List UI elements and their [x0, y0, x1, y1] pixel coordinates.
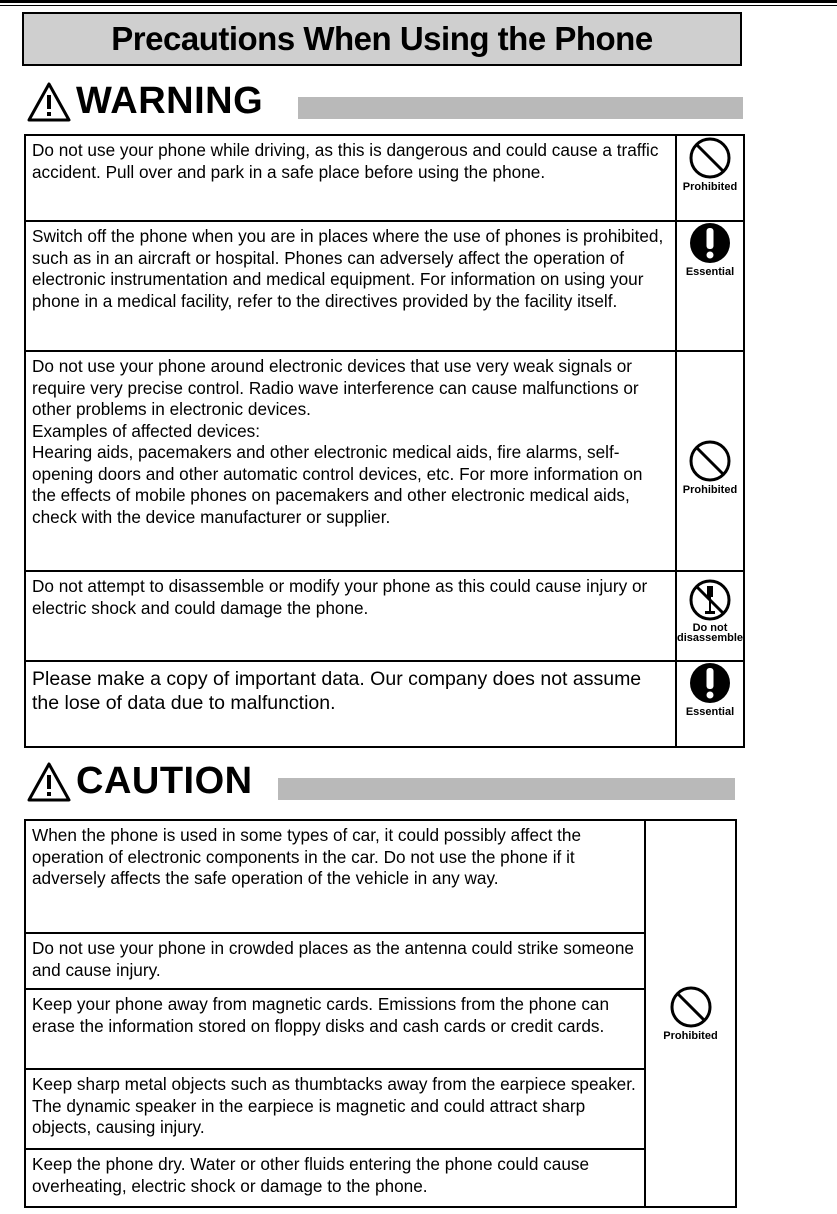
prohibited-label: Prohibited [682, 181, 738, 193]
warning-row-icon-cell [676, 661, 744, 747]
warning-heading [26, 80, 263, 123]
page-title: Precautions When Using the Phone [22, 12, 742, 66]
warning-triangle-icon [26, 81, 72, 123]
caution-icon-cell [645, 820, 736, 1207]
warning-row-text-para2: Examples of affected devices: [32, 420, 261, 441]
warning-row-icon-cell [676, 135, 744, 221]
warning-heading-bar [298, 97, 743, 119]
warning-table [24, 134, 745, 748]
caution-row-text: Keep your phone away from magnetic cards. Emissions from the phone can erase the information stored on floppy disks and cash cards or credit cards. [25, 989, 645, 1069]
warning-row-text: Please make a copy of important data. Our company does not assume the lose of data due to malfunction. [25, 661, 676, 747]
caution-heading [26, 760, 253, 803]
warning-row [25, 351, 744, 571]
warning-row-icon-cell [676, 571, 744, 661]
caution-triangle-icon [26, 761, 72, 803]
essential-icon [689, 662, 731, 704]
caution-row [25, 820, 736, 933]
prohibited-icon [688, 136, 732, 180]
warning-row [25, 135, 744, 221]
prohibited-label: Prohibited [663, 1030, 718, 1042]
caution-row-text: When the phone is used in some types of car, it could possibly affect the operation of electronic components in the car. Do not use the phone if it adversely affects the safe operation of the vehicle in any way. [25, 820, 645, 933]
warning-row-icon-cell [676, 351, 744, 571]
prohibited-label: Prohibited [682, 483, 738, 496]
warning-row-text: Do not attempt to disassemble or modify your phone as this could cause injury or electric shock and could damage the phone. [25, 571, 676, 661]
prohibited-icon [688, 439, 732, 483]
warning-row [25, 571, 744, 661]
warning-row-text-para3: Hearing aids, pacemakers and other electronic medical aids, fire alarms, self-opening doors and other automatic control devices, etc. For more information on the effects of mobile phones on pacemakers and other electronic medical aids, check with the device manufacturer or supplier. [32, 442, 643, 527]
warning-heading-text: WARNING [76, 80, 264, 122]
caution-table [24, 819, 737, 1208]
caution-heading-bar [278, 778, 735, 800]
caution-row [25, 989, 736, 1069]
top-rule [0, 0, 837, 3]
essential-icon [689, 222, 731, 264]
do-not-label: Do not [692, 622, 728, 634]
caution-heading-text: CAUTION [76, 760, 253, 802]
warning-row-text: Switch off the phone when you are in places where the use of phones is prohibited, such as in an aircraft or hospital. Phones can adversely affect the operation of electronic instrumentation and medical equipment. For information on using your phone in a medical facility, refer to the directives provided by the facility itself. [25, 221, 676, 351]
caution-row [25, 1069, 736, 1149]
warning-row-icon-cell [676, 221, 744, 351]
essential-label: Essential [685, 266, 735, 278]
caution-row-text: Keep sharp metal objects such as thumbtacks away from the earpiece speaker. The dynamic speaker in the earpiece is magnetic and could attract sharp objects, causing injury. [25, 1069, 645, 1149]
warning-row [25, 661, 744, 747]
warning-row-text-para1: Do not use your phone around electronic devices that use very weak signals or require very precise control. Radio wave interference can cause malfunctions or other problems in electronic devices. [32, 356, 639, 419]
prohibited-icon [669, 985, 713, 1029]
essential-label: Essential [685, 706, 735, 718]
caution-row-text: Keep the phone dry. Water or other fluids entering the phone could cause overheating, electric shock or damage to the phone. [25, 1149, 645, 1207]
top-rule-thin [0, 5, 837, 6]
do-not-disassemble-icon [688, 578, 732, 622]
disassemble-label: disassemble [676, 632, 744, 644]
caution-row [25, 933, 736, 989]
caution-row-text: Do not use your phone in crowded places as the antenna could strike someone and cause injury. [25, 933, 645, 989]
warning-row-text: Do not use your phone while driving, as this is dangerous and could cause a traffic accident. Pull over and park in a safe place before using the phone. [25, 135, 676, 221]
caution-row [25, 1149, 736, 1207]
warning-row-text [25, 351, 676, 571]
warning-row [25, 221, 744, 351]
